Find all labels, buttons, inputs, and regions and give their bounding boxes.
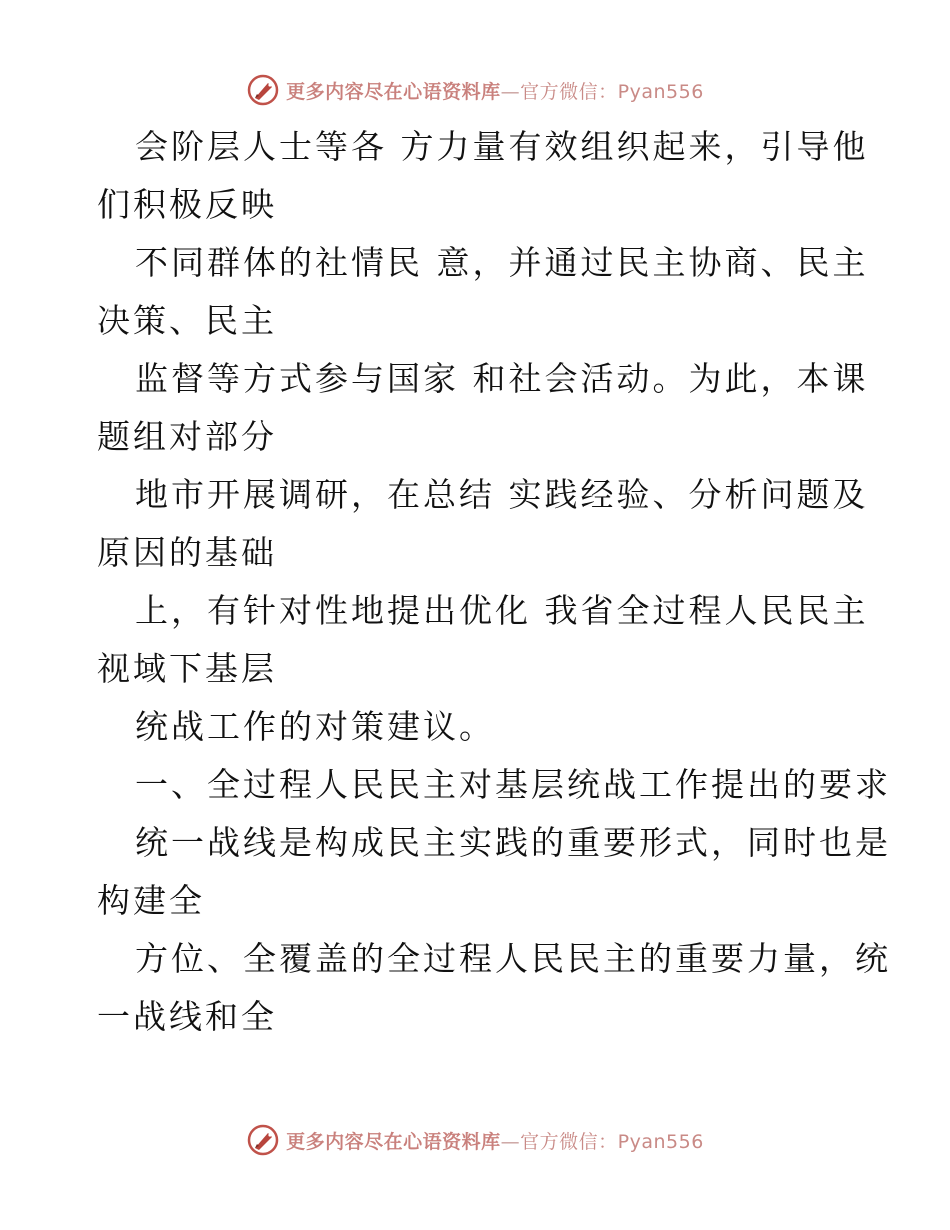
footer-watermark xyxy=(0,1120,950,1160)
watermark-contact: 官方微信：Pyan556 xyxy=(520,1130,704,1153)
body-line: 不同群体的社情民 意，并通过民主协商、民主 xyxy=(135,243,869,282)
section-heading: 一、全过程人民民主对基层统战工作提出的要求 xyxy=(135,765,891,804)
body-line: 们积极反映 xyxy=(97,185,277,224)
document-body xyxy=(97,118,891,1046)
header-watermark xyxy=(0,70,950,110)
body-line: 地市开展调研，在总结 实践经验、分析问题及 xyxy=(135,475,869,514)
body-line: 决策、民主 xyxy=(97,301,277,340)
body-line: 视域下基层 xyxy=(97,649,277,688)
body-line: 构建全 xyxy=(97,881,205,920)
body-line: 监督等方式参与国家 和社会活动。为此，本课 xyxy=(135,359,869,398)
watermark-dash: — xyxy=(500,80,521,103)
body-line: 上，有针对性地提出优化 我省全过程人民民主 xyxy=(135,591,869,630)
watermark-brand: 更多内容尽在心语资料库 xyxy=(286,80,501,103)
body-line: 会阶层人士等各 方力量有效组织起来，引导他 xyxy=(135,127,869,166)
body-line: 原因的基础 xyxy=(97,533,277,572)
body-line: 题组对部分 xyxy=(97,417,277,456)
body-line: 统一战线是构成民主实践的重要形式，同时也是 xyxy=(135,823,891,862)
watermark-dash: — xyxy=(500,1130,521,1153)
watermark-contact: 官方微信：Pyan556 xyxy=(520,80,704,103)
watermark-text xyxy=(286,1127,704,1154)
body-line: 方位、全覆盖的全过程人民民主的重要力量，统 xyxy=(135,939,891,978)
body-line: 统战工作的对策建议。 xyxy=(135,707,495,746)
pen-nib-circle-icon xyxy=(246,73,280,107)
body-line: 一战线和全 xyxy=(97,997,277,1036)
watermark-brand: 更多内容尽在心语资料库 xyxy=(286,1130,501,1153)
pen-nib-circle-icon xyxy=(246,1123,280,1157)
watermark-text xyxy=(286,77,704,104)
